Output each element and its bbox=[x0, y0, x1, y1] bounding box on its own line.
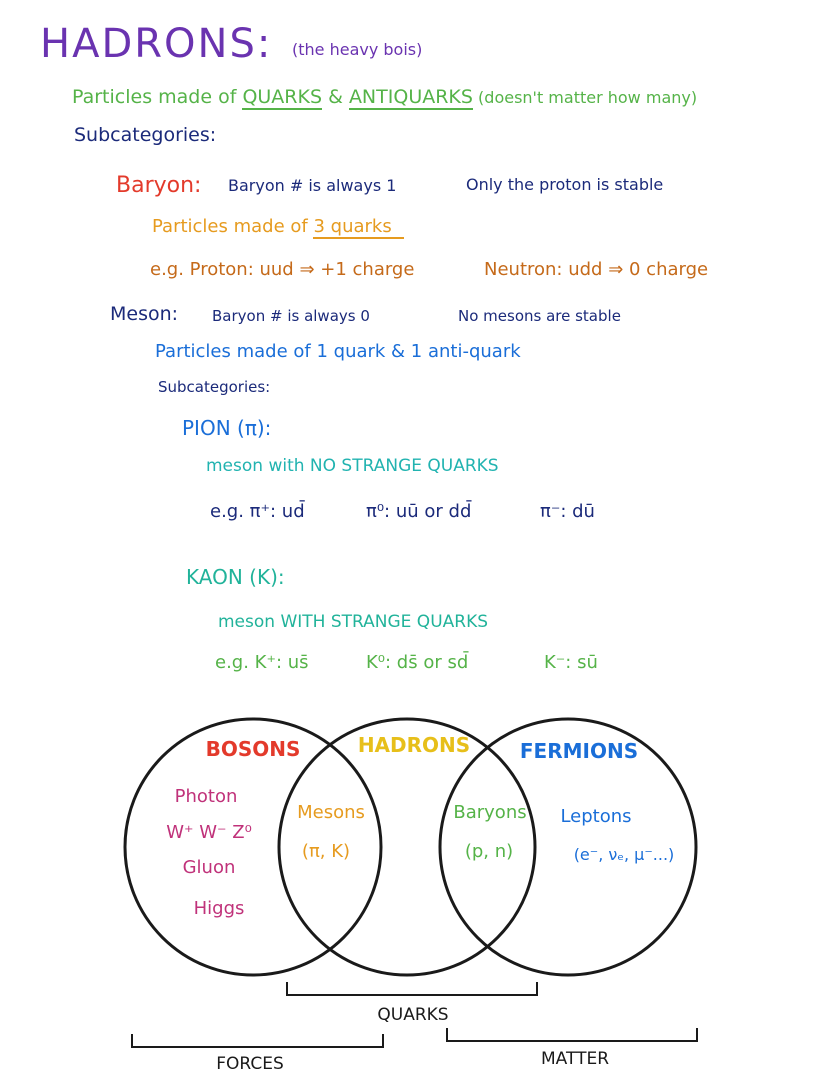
mesons-label: Mesons bbox=[297, 802, 365, 823]
boson-item: Gluon bbox=[182, 857, 236, 878]
pion-description: meson with NO STRANGE QUARKS bbox=[206, 456, 499, 476]
bosons-title: BOSONS bbox=[205, 737, 301, 761]
definition-suffix: (doesn't matter how many) bbox=[472, 88, 698, 107]
pion-heading: PION (π): bbox=[182, 416, 272, 440]
meson-stable-note: No mesons are stable bbox=[458, 307, 621, 325]
kaon-example-zero: K⁰: ds̄ or sd̄ bbox=[366, 652, 469, 673]
kaon-example-minus: K⁻: sū bbox=[544, 652, 598, 673]
meson-number-note: Baryon # is always 0 bbox=[212, 307, 370, 325]
forces-label: FORCES bbox=[216, 1054, 284, 1074]
kaon-heading: KAON (K): bbox=[186, 565, 285, 589]
quarks-label: QUARKS bbox=[377, 1005, 449, 1025]
baryon-made-prefix: Particles made of bbox=[152, 216, 314, 237]
baryon-three-quarks: 3 quarks bbox=[313, 216, 403, 239]
quarks-bracket bbox=[287, 982, 537, 995]
definition-antiquarks: ANTIQUARKS bbox=[348, 86, 473, 108]
boson-item: Photon bbox=[174, 786, 238, 807]
meson-composition: Particles made of 1 quark & 1 anti-quark bbox=[155, 341, 521, 362]
baryon-number-note: Baryon # is always 1 bbox=[228, 176, 397, 195]
pion-example-zero: π⁰: uū or dd̄ bbox=[366, 501, 472, 522]
boson-item: Higgs bbox=[193, 898, 245, 919]
definition-amp: & bbox=[322, 86, 349, 108]
page-subtitle: (the heavy bois) bbox=[292, 40, 423, 59]
pion-example-plus: e.g. π⁺: ud̄ bbox=[210, 501, 305, 522]
mesons-sub: (π, K) bbox=[301, 841, 351, 862]
boson-item: W⁺ W⁻ Z⁰ bbox=[166, 822, 252, 843]
leptons-label: Leptons bbox=[560, 806, 632, 827]
leptons-sub: (e⁻, νₑ, μ⁻...) bbox=[573, 845, 675, 864]
meson-label: Meson: bbox=[110, 303, 179, 325]
hadrons-title: HADRONS bbox=[357, 733, 471, 757]
forces-bracket bbox=[132, 1034, 383, 1047]
matter-label: MATTER bbox=[541, 1049, 609, 1069]
proton-example: e.g. Proton: uud ⇒ +1 charge bbox=[150, 259, 415, 280]
meson-subcategories-label: Subcategories: bbox=[158, 378, 271, 396]
kaon-example-plus: e.g. K⁺: us̄ bbox=[215, 652, 309, 673]
neutron-example: Neutron: udd ⇒ 0 charge bbox=[484, 259, 709, 280]
matter-bracket bbox=[447, 1028, 697, 1041]
page-title: HADRONS: bbox=[40, 21, 273, 67]
pion-example-minus: π⁻: dū bbox=[540, 501, 595, 522]
baryons-sub: (p, n) bbox=[464, 841, 514, 862]
kaon-description: meson WITH STRANGE QUARKS bbox=[218, 612, 489, 632]
definition-quarks: QUARKS bbox=[242, 86, 323, 108]
fermions-title: FERMIONS bbox=[519, 739, 639, 763]
baryon-stable-note: Only the proton is stable bbox=[466, 175, 664, 194]
definition-prefix: Particles made of bbox=[72, 86, 243, 108]
subcategories-label: Subcategories: bbox=[74, 124, 217, 146]
baryon-label: Baryon: bbox=[116, 173, 202, 198]
baryons-label: Baryons bbox=[453, 802, 527, 823]
